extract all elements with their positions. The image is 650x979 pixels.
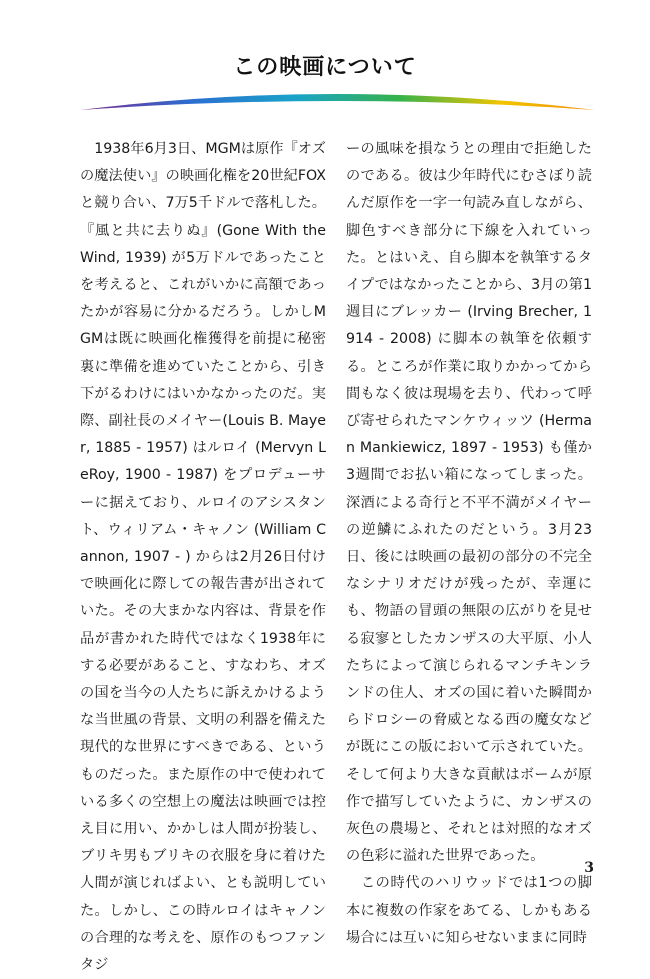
paragraph: ーの風味を損なうとの理由で拒絶したのである。彼は少年時代にむさぼり読んだ原作を一字一句読み直しながら、脚色すべき部分に下線を入れていった。とはいえ、自ら脚本を執筆するタイプではなかったことから、3月の第1週目にブレッカー (Irving Brecher, 1914 - 2008) に脚本の執筆を依頼する。ところが作業に取りかかってから間もなく彼は現場を去り、代わって呼び寄せられたマンケウィッツ (Herman Mankiewicz, 1897 - 1953) も僅か3週間でお払い箱になってしまった。深酒による奇行と不平不満がメイヤーの逆鱗にふれたのだという。3月23日、後には映画の最初の部分の不完全なシナリオだけが残ったが、幸運にも、物語の冒頭の無限の広がりを見せる寂寥としたカンザスの大平原、小人たちによって演じられるマンチキンランドの住人、オズの国に着いた瞬間からドロシーの脅威となる西の魔女などが既にこの版において示されていた。そして何より大きな貢献はボームが原作で描写していたように、カンザスの灰色の農場と、それとは対照的なオズの色彩に溢れた世界であった。	[346, 141, 592, 865]
body-column-left	[80, 136, 326, 979]
rainbow-arc	[80, 94, 595, 110]
page-title: この映画について	[233, 55, 417, 80]
page-number: 3	[584, 860, 594, 876]
body-column-right	[346, 136, 592, 952]
paragraph: 1938年6月3日、MGMは原作『オズの魔法使い』の映画化権を20世紀FOXと競り合い、7万5千ドルで落札した。『風と共に去りぬ』(Gone With the Wind, 1939) が5万ドルであったことを考えると、これがいかに高額であったかが容易に分かるだろう。しかしMGMは既に映画化権獲得を前提に秘密裏に準備を進めていたことから、引き下がるわけにはいかなかったのだ。実際、副社長のメイヤー(Louis B. Mayer, 1885 - 1957) はルロイ (Mervyn LeRoy, 1900 - 1987) をプロデューサーに据えており、ルロイのアシスタント、ウィリアム・キャノン (William Cannon, 1907 - ) からは2月26日付けで映画化に際しての報告書が出されていた。その大まかな内容は、背景を作品が書かれた時代ではなく1938年にする必要があること、すなわち、オズの国を当今の人たちに訴えかけるような当世風の背景、文明の利器を備えた現代的な世界にすべきである、というものだった。また原作の中で使われている多くの空想上の魔法は映画では控え目に用い、かかしは人間が扮装し、ブリキ男もブリキの衣服を身に着けた人間が演じればよい、とも説明していた。しかし、この時ルロイはキャノンの合理的な考えを、原作のもつファンタジ	[80, 141, 326, 974]
rainbow-rule	[80, 84, 595, 112]
paragraph: この時代のハリウッドでは1つの脚本に複数の作家をあてる、しかもある場合には互いに知らせないままに同時	[346, 875, 592, 946]
